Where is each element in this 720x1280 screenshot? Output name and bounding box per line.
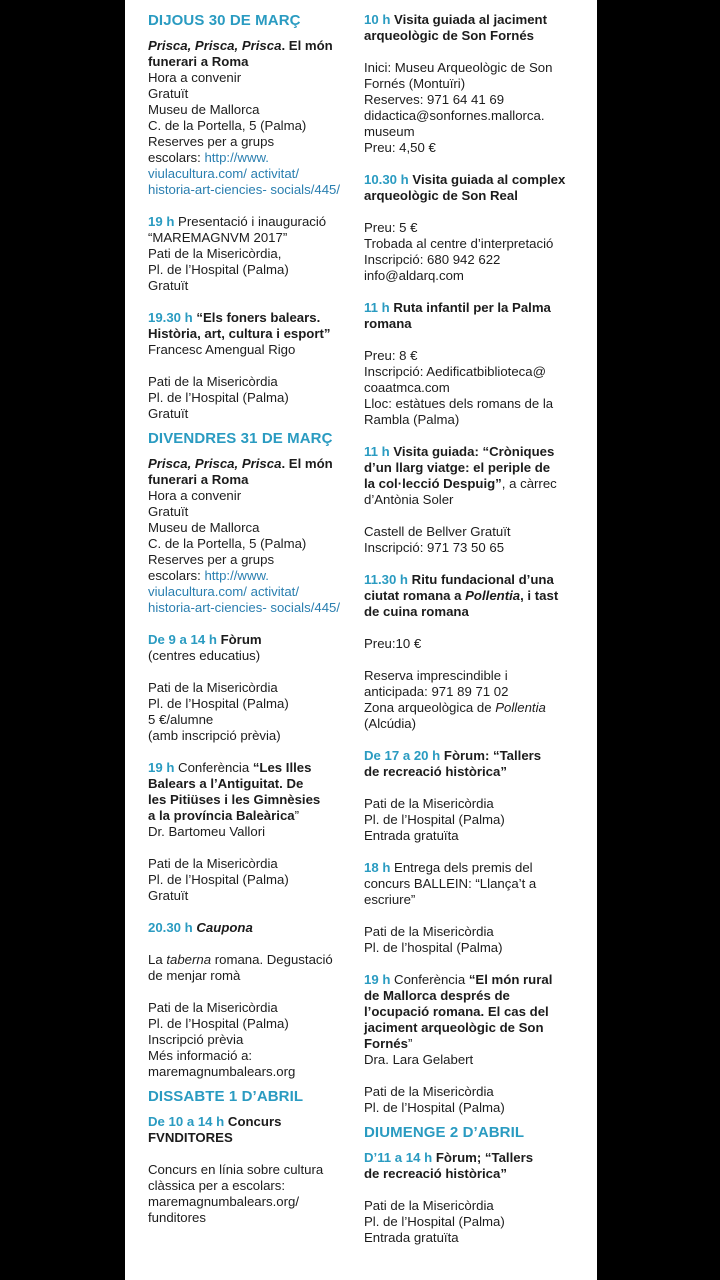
event-time: 19 h <box>364 972 391 987</box>
website-link[interactable]: maremagnumbalears.org <box>148 1064 296 1079</box>
event-ritu-fundacional: 11.30 h Ritu fundacional d’una ciutat romana a Pollentia, i tast de cuina romana Preu:10 € Reserva imprescindible i anticipada: 971 89 71 02 Zona arqueològica de Pollentia (Alcúdia) <box>364 572 559 731</box>
event-time: 20.30 h <box>148 920 193 935</box>
event-forum-tallers-friday: De 17 a 20 h Fòrum: “Tallers de recreació històrica” Pati de la Misericòrdia Pl. de l’Hospital (Palma) Entrada gratuïta <box>364 748 542 843</box>
reservation-link[interactable]: historia-art-ciencies- socials/445/ <box>148 600 341 615</box>
website-link[interactable]: funditores <box>148 1210 206 1225</box>
email-link[interactable]: museum <box>364 124 415 139</box>
detail-line: Hora a convenir <box>148 70 242 85</box>
event-premis-ballein: 18 h Entrega dels premis del concurs BALLEIN: “Llança’t a escriure” Pati de la Misericòrdia Pl. de l’hospital (Palma) <box>364 860 537 955</box>
website-link[interactable]: maremagnumbalears.org/ <box>148 1194 299 1209</box>
event-son-fornes-visit: 10 h Visita guiada al jaciment arqueològic de Son Fornés Inici: Museu Arqueològic de Son Fornés (Montuïri) Reserves: 971 64 41 69 didactica@sonfornes.mallorca. museum Preu: 4,50 € <box>364 12 574 156</box>
reservation-link[interactable]: viulacultura.com/ activitat/ <box>148 166 299 181</box>
event-forum-tallers-sunday: D’11 a 14 h Fòrum; “Tallers de recreació històrica” Pati de la Misericòrdia Pl. de l’Hospital (Palma) Entrada gratuïta <box>364 1150 534 1245</box>
reservation-link[interactable]: historia-art-ciencies- socials/445/ <box>148 182 341 197</box>
speaker: Dra. Lara Gelabert <box>364 1052 474 1067</box>
event-time: 19.30 h <box>148 310 193 325</box>
day-heading-sunday: DIUMENGE 2 D’ABRIL <box>364 1124 525 1141</box>
detail-line: Reserves per a grups <box>148 134 275 149</box>
right-column <box>364 12 574 1246</box>
event-time: 19 h <box>148 760 175 775</box>
link-line: escolars: http://www. <box>148 150 269 165</box>
event-time: 11.30 h <box>364 572 408 587</box>
event-time: 10.30 h <box>364 172 409 187</box>
day-heading-saturday: DISSABTE 1 D’ABRIL <box>148 1088 304 1105</box>
email-link[interactable]: Inscripció: Aedificatbiblioteca@ <box>364 364 546 379</box>
event-foners: 19.30 h “Els foners balears. Història, art, cultura i esport” Francesc Amengual Rigo Pati de la Misericòrdia Pl. de l’Hospital (Palma) Gratuït <box>148 310 348 422</box>
reservation-link[interactable]: viulacultura.com/ activitat/ <box>148 584 299 599</box>
event-time: 19 h <box>148 214 175 229</box>
left-column <box>148 12 348 1226</box>
event-title: Prisca, Prisca, Prisca. El món <box>148 38 333 53</box>
day-heading-thursday: DIJOUS 30 DE MARÇ <box>148 12 301 29</box>
event-conference-illes-balears: 19 h Conferència “Les Illes Balears a l’Antiguitat. De les Pitiüses i les Gimnèsies a la província Baleàrica” Dr. Bartomeu Vallori Pati de la Misericòrdia Pl. de l’Hospital (Palma) Gratuït <box>148 760 348 904</box>
event-conference-mon-rural: 19 h Conferència “El món rural de Mallorca després de l’ocupació romana. El cas del jaciment arqueològic de Son Fornés” Dra. Lara Gelabert Pati de la Misericòrdia Pl. de l’Hospital (Palma) <box>364 972 574 1116</box>
email-link[interactable]: didactica@sonfornes.mallorca. <box>364 108 545 123</box>
speaker: Francesc Amengual Rigo <box>148 342 296 357</box>
event-fvnditores: De 10 a 14 h Concurs FVNDITORES Concurs en línia sobre cultura clàssica per a escolars: maremagnumbalears.org/ funditores <box>148 1114 348 1226</box>
event-forum-schools: De 9 a 14 h Fòrum (centres educatius) Pati de la Misericòrdia Pl. de l’Hospital (Palma) 5 €/alumne (amb inscripció prèvia) <box>148 632 289 743</box>
email-link[interactable]: info@aldarq.com <box>364 268 464 283</box>
detail-line: Gratuït <box>148 86 189 101</box>
event-prisca-friday: Prisca, Prisca, Prisca. El món funerari a Roma Hora a convenir Gratuït Museu de Mallorca C. de la Portella, 5 (Palma) Reserves per a grups escolars: http://www. viulacultura.com/ activitat/ historia-art-ciencies- socials/445/ <box>148 456 348 616</box>
event-time: 11 h <box>364 444 390 459</box>
day-heading-friday: DIVENDRES 31 DE MARÇ <box>148 430 333 447</box>
detail-line: Museu de Mallorca <box>148 102 260 117</box>
reservation-link[interactable]: http://www. <box>204 568 269 583</box>
program-page <box>125 0 597 1280</box>
event-time: De 17 a 20 h <box>364 748 441 763</box>
detail-line: C. de la Portella, 5 (Palma) <box>148 118 307 133</box>
event-caupona: 20.30 h Caupona La taberna romana. Degustació de menjar romà Pati de la Misericòrdia Pl. de l’Hospital (Palma) Inscripció prèvia Més informació a: maremagnumbalears.org <box>148 920 348 1080</box>
event-time: D’11 a 14 h <box>364 1150 433 1165</box>
reservation-link[interactable]: http://www. <box>204 150 269 165</box>
event-time: 10 h <box>364 12 391 27</box>
event-time: De 9 a 14 h <box>148 632 217 647</box>
speaker: Dr. Bartomeu Vallori <box>148 824 266 839</box>
event-croniques-visit: 11 h Visita guiada: “Cròniques d’un llarg viatge: el periple de la col·lecció Despuig”, a càrrec d’Antònia Soler Castell de Bellver Gratuït Inscripció: 971 73 50 65 <box>364 444 557 555</box>
event-time: De 10 a 14 h <box>148 1114 225 1129</box>
event-ruta-infantil: 11 h Ruta infantil per la Palma romana Preu: 8 € Inscripció: Aedificatbiblioteca@ coaatmca.com Lloc: estàtues dels romans de la Rambla (Palma) <box>364 300 574 428</box>
event-time: 18 h <box>364 860 391 875</box>
event-son-real-visit: 10.30 h Visita guiada al complex arqueològic de Son Real Preu: 5 € Trobada al centre d’interpretació Inscripció: 680 942 622 info@aldarq.com <box>364 172 574 284</box>
event-prisca-thursday <box>148 38 348 198</box>
event-title-line2: funerari a Roma <box>148 54 249 69</box>
event-inauguration: 19 h Presentació i inauguració “MAREMAGNVM 2017” Pati de la Misericòrdia, Pl. de l’Hospital (Palma) Gratuït <box>148 214 327 293</box>
event-time: 11 h <box>364 300 390 315</box>
email-link[interactable]: coaatmca.com <box>364 380 450 395</box>
